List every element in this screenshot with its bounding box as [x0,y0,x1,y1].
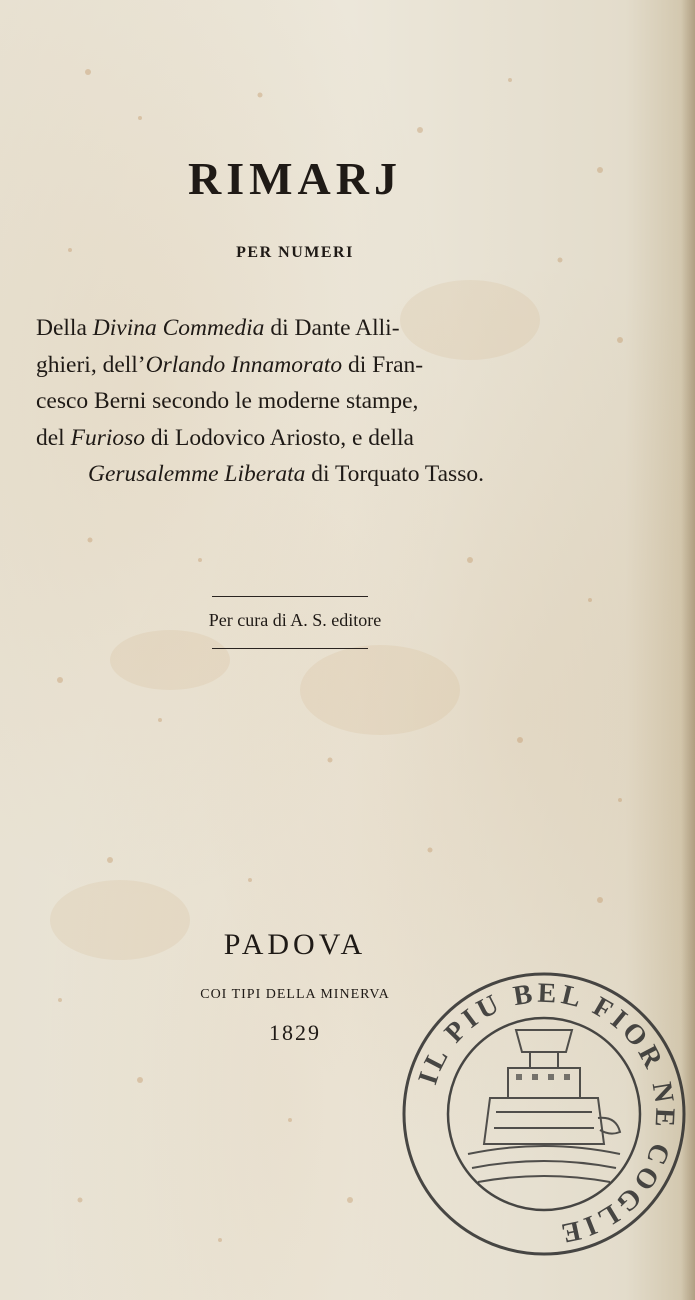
editor-credit: Per cura di A. S. editore [208,610,382,630]
imprint-place: PADOVA [223,928,367,961]
book-title: RIMARJ [188,153,402,204]
divider-top [212,596,368,597]
description-line: del Furioso di Lodovico Ariosto, e della [36,424,414,451]
imprint-printer: COI TIPI DELLA MINERVA [200,987,390,1002]
description-line: ghieri, dell’Orlando Innamorato di Fran- [36,351,424,378]
imprint-year: 1829 [269,1020,321,1045]
book-subtitle: PER NUMERI [236,244,354,261]
description-line: Della Divina Commedia di Dante Alli- [36,315,400,341]
divider-bottom [212,648,368,649]
title-description [36,310,536,493]
library-stamp [398,968,690,1260]
stamp-emblem-icon [468,1030,620,1182]
description-line: cesco Berni secondo le moderne stampe, [36,388,419,414]
stamp-motto: IL PIU BEL FIOR NE COGLIE [412,977,681,1250]
description-line: Gerusalemme Liberata di Torquato Tasso. [88,461,484,487]
